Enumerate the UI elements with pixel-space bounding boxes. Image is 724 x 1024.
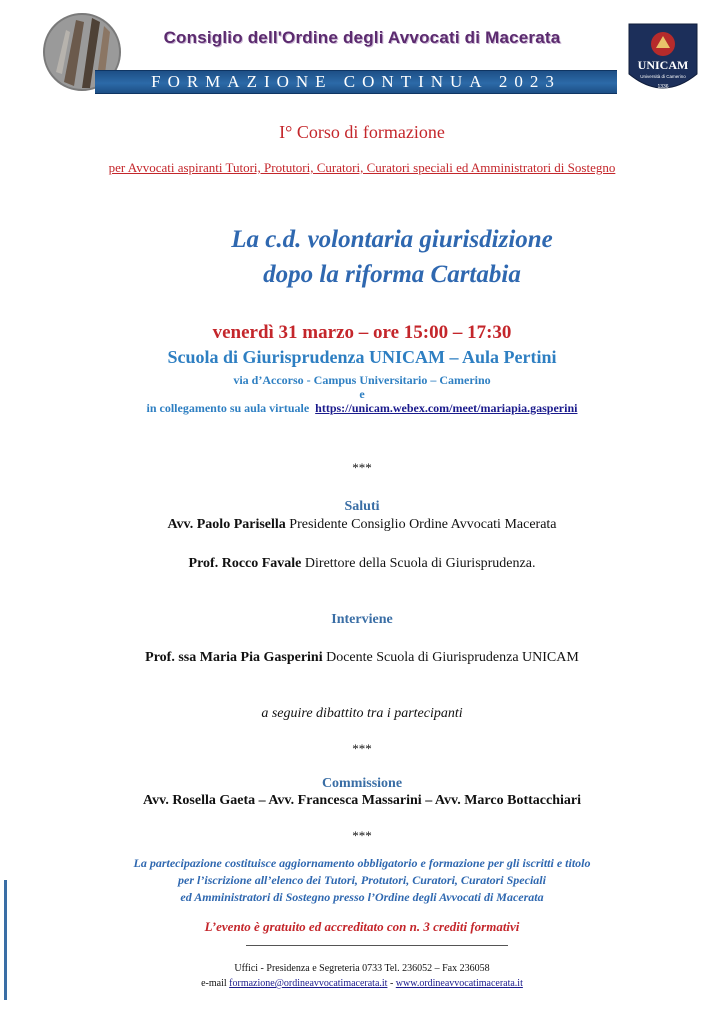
- participation-note: [0, 855, 724, 906]
- event-venue: Scuola di Giurisprudenza UNICAM – Aula Pertini: [167, 347, 557, 367]
- commissione-heading: Commissione: [321, 776, 403, 791]
- course-title: I° Corso di formazione: [279, 122, 445, 142]
- saluti-person-1: [0, 517, 724, 533]
- footer-email-label: e-mail: [201, 978, 227, 989]
- participation-note-line1: La partecipazione costituisce aggiornamento obbligatorio e formazione per gli iscritti e titolo: [133, 856, 591, 870]
- separator-stars-1: ***: [352, 460, 372, 475]
- header-band-text: FORMAZIONE CONTINUA 2023: [151, 72, 561, 91]
- virtual-room-label: in collegamento su aula virtuale: [146, 401, 310, 415]
- saluti-person-2: [0, 556, 724, 572]
- left-margin-rule: [4, 880, 7, 1000]
- footer-divider: [246, 945, 508, 946]
- credits-note: L’evento è gratuito ed accreditato con n. 3 crediti formativi: [204, 919, 520, 934]
- event-date: venerdì 31 marzo – ore 15:00 – 17:30: [212, 322, 512, 343]
- event-title: [60, 222, 724, 292]
- footer-offices: Uffici - Presidenza e Segreteria 0733 Tel. 236052 – Fax 236058: [234, 963, 490, 974]
- footer-website-link[interactable]: www.ordineavvocatimacerata.it: [395, 978, 523, 989]
- separator-stars-3: ***: [352, 828, 372, 843]
- svg-text:UNICAM: UNICAM: [637, 58, 689, 72]
- separator-stars-2: ***: [352, 741, 372, 756]
- unicam-logo-icon: [623, 22, 703, 100]
- interviene-person: [0, 650, 724, 666]
- footer-separator: -: [387, 978, 396, 989]
- svg-text:1336: 1336: [657, 84, 669, 90]
- saluti-person-1-name: Avv. Paolo Parisella: [167, 517, 286, 532]
- interviene-heading: Interviene: [331, 612, 393, 627]
- saluti-person-2-name: Prof. Rocco Favale: [188, 556, 302, 571]
- svg-text:Università di Camerino: Università di Camerino: [640, 74, 686, 79]
- participation-note-line2: per l’iscrizione all’elenco dei Tutori, Protutori, Curatori, Curatori Speciali: [178, 873, 546, 887]
- interviene-person-role: Docente Scuola di Giurisprudenza UNICAM: [322, 650, 579, 665]
- event-title-line2: dopo la riforma Cartabia: [263, 261, 521, 288]
- virtual-room-line: [0, 401, 724, 416]
- event-address: via d’Accorso - Campus Universitario – Camerino: [233, 373, 491, 387]
- commissione-members: Avv. Rosella Gaeta – Avv. Francesca Massarini – Avv. Marco Bottacchiari: [143, 793, 581, 808]
- header-title: Consiglio dell'Ordine degli Avvocati di Macerata: [163, 28, 561, 47]
- saluti-heading: Saluti: [344, 499, 380, 514]
- virtual-room-link[interactable]: https://unicam.webex.com/meet/mariapia.gasperini: [315, 401, 578, 415]
- interviene-person-name: Prof. ssa Maria Pia Gasperini: [145, 650, 323, 665]
- footer-contacts: [0, 976, 724, 992]
- footer-email-link[interactable]: formazione@ordineavvocatimacerata.it: [229, 978, 388, 989]
- event-and: e: [359, 387, 365, 401]
- debate-note: a seguire dibattito tra i partecipanti: [261, 706, 463, 721]
- saluti-person-2-role: Direttore della Scuola di Giurisprudenza.: [301, 556, 536, 571]
- course-subtitle: per Avvocati aspiranti Tutori, Protutori, Curatori, Curatori speciali ed Amministratori di Sostegno: [108, 160, 616, 175]
- event-title-line1: La c.d. volontaria giurisdizione: [231, 226, 553, 253]
- saluti-person-1-role: Presidente Consiglio Ordine Avvocati Macerata: [285, 517, 557, 532]
- page-header: [0, 0, 724, 105]
- participation-note-line3: ed Amministratori di Sostegno presso l’Ordine degli Avvocati di Macerata: [180, 890, 544, 904]
